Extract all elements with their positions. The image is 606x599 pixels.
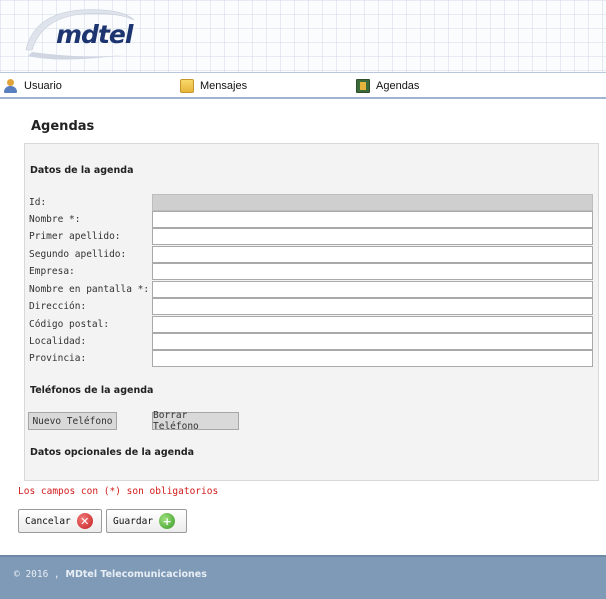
nav-item-label: Mensajes: [200, 80, 248, 92]
field-label-localidad: Localidad:: [29, 336, 87, 347]
field-label-primer-apellido: Primer apellido:: [29, 231, 121, 242]
footer-copyright: [14, 569, 207, 580]
agenda-form-panel: [24, 143, 599, 481]
header: [0, 0, 606, 72]
cancel-button[interactable]: [18, 509, 102, 533]
direccion-field[interactable]: [152, 298, 593, 315]
nav-item-mensajes[interactable]: [180, 78, 247, 94]
field-label-nombre-pantalla: Nombre en pantalla *:: [29, 284, 150, 295]
cancel-button-label: Cancelar: [25, 515, 71, 527]
nombre-pantalla-field[interactable]: [152, 281, 593, 298]
field-label-empresa: Empresa:: [29, 266, 75, 277]
main-navigation: [0, 72, 606, 99]
required-fields-note: Los campos con (*) son obligatorios: [18, 486, 219, 497]
save-button[interactable]: [106, 509, 187, 533]
nombre-field[interactable]: [152, 211, 593, 228]
new-phone-button[interactable]: Nuevo Teléfono: [28, 412, 117, 430]
address-book-icon: [356, 79, 370, 93]
segundo-apellido-field[interactable]: [152, 246, 593, 263]
footer-company: MDtel Telecomunicaciones: [65, 569, 207, 580]
nav-item-agendas[interactable]: [356, 78, 419, 94]
field-label-direccion: Dirección:: [29, 301, 87, 312]
empresa-field[interactable]: [152, 263, 593, 280]
save-plus-icon: +: [159, 513, 175, 529]
id-field: [152, 194, 593, 211]
localidad-field[interactable]: [152, 333, 593, 350]
footer-copyright-prefix: © 2016 ,: [14, 569, 60, 580]
messages-icon: [180, 79, 194, 93]
footer: [0, 555, 606, 599]
field-label-segundo-apellido: Segundo apellido:: [29, 249, 127, 260]
nav-item-label: Usuario: [24, 80, 62, 92]
primer-apellido-field[interactable]: [152, 228, 593, 245]
user-icon: [4, 79, 18, 93]
codigo-postal-field[interactable]: [152, 316, 593, 333]
page-title: Agendas: [31, 119, 95, 134]
nav-item-label: Agendas: [376, 80, 420, 92]
save-button-label: Guardar: [113, 515, 154, 527]
mdtel-logo[interactable]: [22, 6, 140, 62]
delete-phone-button[interactable]: Borrar Teléfono: [152, 412, 239, 430]
section-title-datos: Datos de la agenda: [30, 165, 134, 176]
nav-item-usuario[interactable]: [4, 78, 62, 94]
logo-text: mdtel: [56, 20, 133, 49]
field-label-nombre: Nombre *:: [29, 214, 81, 225]
provincia-field[interactable]: [152, 350, 593, 367]
field-label-id: Id:: [29, 197, 47, 208]
section-title-opcionales: Datos opcionales de la agenda: [30, 447, 195, 458]
field-label-provincia: Provincia:: [29, 353, 87, 364]
field-label-codigo-postal: Código postal:: [29, 319, 110, 330]
cancel-x-icon: ✕: [77, 513, 93, 529]
section-title-telefonos: Teléfonos de la agenda: [30, 385, 154, 396]
